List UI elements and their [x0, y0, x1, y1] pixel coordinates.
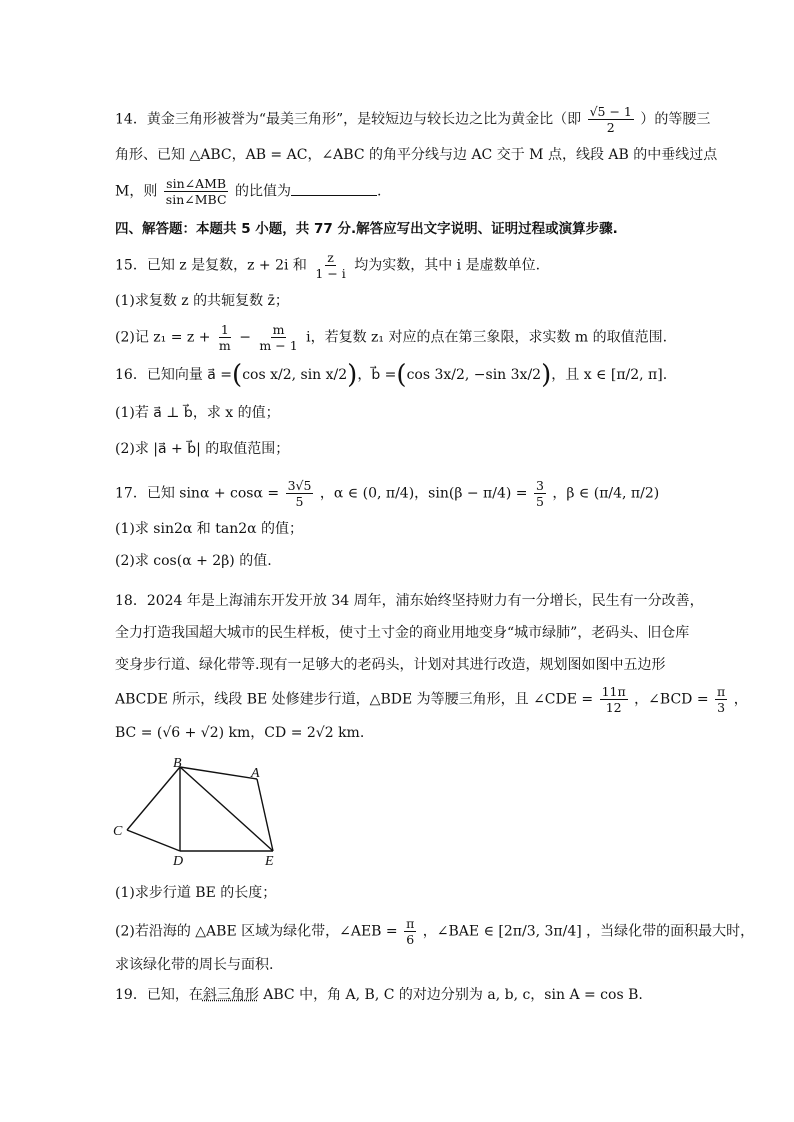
q16-line1: 16．已知向量 a⃗ =(cos x/2, sin x/2)，b⃗ =(cos 3x/2, −sin 3x/2)，且 x ∈ [π/2, π].: [115, 360, 668, 390]
q14-line3: M，则 $\frac{\text{sin∠AMB}}{\text{sin∠MBC}}$ 的比值为 .: [115, 176, 382, 207]
label-a: A: [251, 766, 260, 781]
edge-cd: [127, 830, 180, 851]
q18-part1: (1)求步行道 BE 的长度；: [115, 885, 277, 901]
edge-ae: [257, 779, 273, 851]
answer-blank: [291, 181, 377, 196]
q17-part2: (2)求 cos(α + 2β) 的值.: [115, 553, 272, 569]
q15-part1: (1)求复数 z 的共轭复数 z̄；: [115, 293, 289, 309]
q18-line1: 18．2024 年是上海浦东开发开放 34 周年，浦东始终坚持财力有一分增长，民生有一分改善，: [115, 593, 704, 609]
q14-line1: 14．黄金三角形被誉为“最美三角形”，是较短边与较长边之比为黄金比（即 $\frac{√5 - 1}{2}$ ）的等腰三: [115, 104, 711, 135]
q18-line4: ABCDE 所示，线段 BE 处修建步行道，△BDE 为等腰三角形，且 ∠CDE = $\frac{11\pi}{12}$ ，∠BCD = $\frac{\pi}{3}$ ，: [115, 684, 748, 715]
section-heading: 四、解答题：本题共 5 小题，共 77 分.解答应写出文字说明、证明过程或演算步骤.: [115, 221, 618, 237]
angle-aeb-fraction: $\frac{\pi}{6}$: [406, 916, 415, 947]
q17-line1: 17．已知 sinα + cosα = $\frac{3√5}{5}$ ，α ∈ (0, π/4)，sin(β − π/4) = $\frac{3}{5}$ ，β ∈ (π/4, π/2): [115, 478, 660, 509]
q18-part2: (2)若沿海的 △ABE 区域为绿化带，∠AEB = $\frac{\pi}{6}$ ，∠BAE ∈ [2π/3, 3π/4] ，当绿化带的面积最大时，: [115, 916, 755, 947]
angle-cde-fraction: $\frac{11\pi}{12}$: [601, 684, 626, 715]
q19-line1: 19．已知，在斜三角形 ABC 中，角 A, B, C 的对边分别为 a, b, c，sin A = cos B.: [115, 987, 643, 1003]
label-d: D: [173, 854, 184, 869]
q18-line3: 变身步行道、绿化带等.现有一足够大的老码头，计划对其进行改造，规划图如图中五边形: [115, 657, 666, 673]
q15-frac2: $\frac{m}{m - 1}$: [259, 322, 298, 353]
q16-part1: (1)若 a⃗ ⊥ b⃗，求 x 的值；: [115, 405, 280, 421]
q15-frac1: $\frac{1}{m}$: [218, 322, 231, 353]
label-c: C: [113, 824, 123, 839]
q18-part2-line2: 求该绿化带的周长与面积.: [115, 957, 274, 973]
q17-frac1: $\frac{3√5}{5}$: [287, 478, 312, 509]
q15-line1: 15．已知 z 是复数，z + 2i 和 $\frac{z}{1 - i}$ 均为实数，其中 i 是虚数单位.: [115, 250, 541, 281]
q18-line5: BC = (√6 + √2) km，CD = 2√2 km.: [115, 725, 365, 741]
q18-line2: 全力打造我国超大城市的民生样板，使寸土寸金的商业用地变身“城市绿肺”，老码头、旧仓库: [115, 625, 690, 641]
q17-part1: (1)求 sin2α 和 tan2α 的值；: [115, 521, 304, 537]
q15-part2: (2)记 z₁ = z + $\frac{1}{m}$ − $\frac{m}{m - 1}$ i，若复数 z₁ 对应的点在第三象限，求实数 m 的取值范围.: [115, 322, 668, 353]
q14-line2: 角形、已知 △ABC，AB = AC，∠ABC 的角平分线与边 AC 交于 M 点，线段 AB 的中垂线过点: [115, 147, 718, 163]
label-b: B: [173, 756, 182, 771]
edge-bc: [127, 767, 180, 830]
pentagon-figure: [105, 755, 295, 870]
label-e: E: [265, 854, 274, 869]
angle-bcd-fraction: $\frac{\pi}{3}$: [717, 684, 726, 715]
sin-ratio-fraction: $\frac{\text{sin∠AMB}}{\text{sin∠MBC}}$: [165, 176, 227, 207]
golden-ratio-fraction: $\frac{√5 - 1}{2}$: [589, 104, 632, 135]
q16-part2: (2)求 |a⃗ + b⃗| 的取值范围；: [115, 441, 290, 457]
q17-frac2: $\frac{3}{5}$: [535, 478, 544, 509]
q15-fraction: $\frac{z}{1 - i}$: [315, 250, 346, 281]
